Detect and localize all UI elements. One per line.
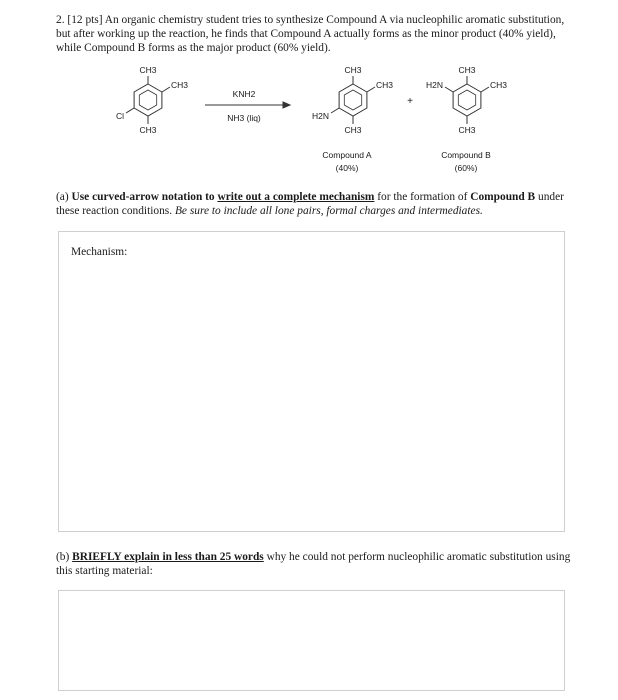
reaction-arrow bbox=[205, 102, 290, 108]
explanation-answer-box[interactable] bbox=[58, 590, 565, 691]
part-a-prompt bbox=[56, 190, 576, 218]
part-a-bold2: Compound B bbox=[470, 191, 536, 203]
compound-a-name: Compound A bbox=[322, 150, 372, 160]
reactant-methyl-top: CH3 bbox=[139, 65, 157, 75]
part-b-label: (b) bbox=[56, 551, 70, 563]
reagent-bottom: NH3 (liq) bbox=[227, 113, 261, 123]
plus-sign: + bbox=[407, 96, 413, 107]
part-a-after: under these reaction conditions. bbox=[56, 191, 564, 217]
compound-a-methyl-top: CH3 bbox=[344, 65, 362, 75]
part-a-italic: Be sure to include all lone pairs, formal charges and intermediates. bbox=[174, 205, 483, 217]
question-number: 2. bbox=[56, 14, 65, 26]
compound-b-ring bbox=[445, 76, 489, 124]
part-a-bold1: Use curved-arrow notation to bbox=[71, 191, 215, 203]
reactant-methyl-bottom: CH3 bbox=[139, 125, 157, 135]
compound-b-name: Compound B bbox=[441, 150, 491, 160]
compound-a-methyl-side: CH3 bbox=[376, 80, 394, 90]
part-a-underlined: write out a complete mechanism bbox=[217, 191, 375, 203]
reactant-ring bbox=[126, 76, 170, 124]
part-a-mid: for the formation of bbox=[377, 191, 468, 203]
compound-b-amino: H2N bbox=[425, 80, 443, 90]
question-intro-text: An organic chemistry student tries to synthesize Compound A via nucleophilic aromatic substitution, but after working up the reaction, he finds that Compound A actually forms as the minor product (40% yield), while Compound B forms as the major product (60% yield). bbox=[56, 14, 565, 54]
part-b-underlined: BRIEFLY explain in less than 25 words bbox=[72, 551, 264, 563]
compound-a-methyl-bottom: CH3 bbox=[344, 125, 362, 135]
compound-b-methyl-side: CH3 bbox=[490, 80, 508, 90]
compound-b-methyl-bottom: CH3 bbox=[458, 125, 476, 135]
reactant-chloro: Cl bbox=[115, 111, 124, 121]
compound-a-ring bbox=[331, 76, 375, 124]
reaction-scheme bbox=[0, 0, 618, 190]
mechanism-answer-box[interactable] bbox=[58, 231, 565, 532]
reagent-top: KNH2 bbox=[232, 89, 256, 99]
mechanism-label: Mechanism: bbox=[71, 246, 128, 258]
reactant-methyl-side: CH3 bbox=[171, 80, 189, 90]
part-a-label: (a) bbox=[56, 191, 69, 203]
part-b-prompt bbox=[56, 550, 576, 578]
part-b-rest: why he could not perform nucleophilic aromatic substitution using this starting material: bbox=[56, 551, 571, 577]
question-points: [12 pts] bbox=[67, 14, 103, 26]
compound-b-methyl-top: CH3 bbox=[458, 65, 476, 75]
compound-a-yield: (40%) bbox=[335, 163, 359, 173]
compound-b-yield: (60%) bbox=[454, 163, 478, 173]
compound-a-amino: H2N bbox=[311, 111, 329, 121]
